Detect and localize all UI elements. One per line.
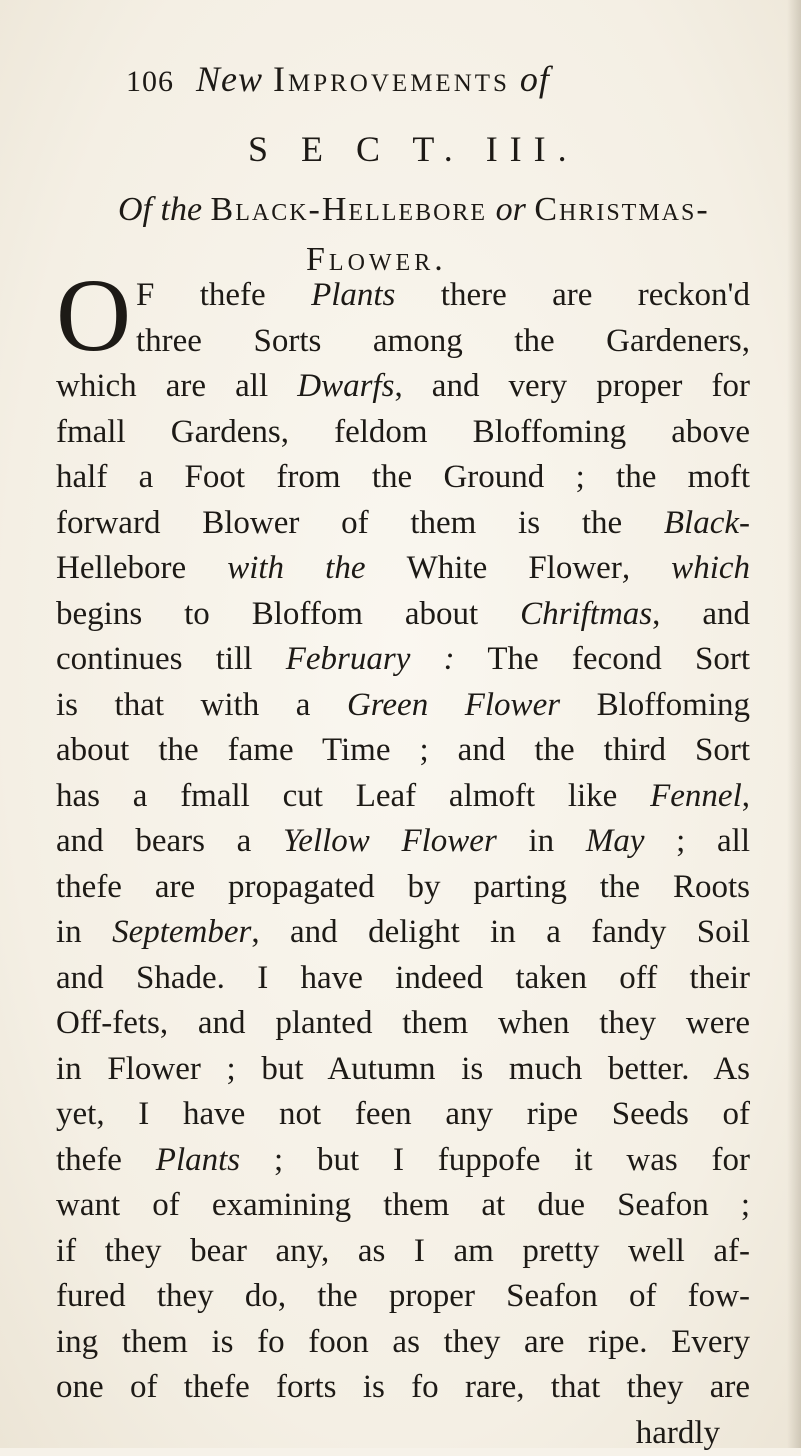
- text-run: ; all: [644, 823, 750, 859]
- text-line: [56, 410, 750, 456]
- text-line: [56, 956, 750, 1002]
- text-run: Bloffoming: [560, 687, 750, 723]
- text-line: [56, 273, 750, 319]
- text-run: has a fmall cut Leaf almoft like: [56, 778, 650, 814]
- text-run: about the fame Time ; and the third Sort: [56, 732, 750, 768]
- text-run: begins to Bloffom about: [56, 596, 520, 632]
- heading-of: Of: [118, 191, 152, 228]
- heading-black-hellebore: Black-Hellebore: [211, 191, 488, 228]
- text-line: [56, 1138, 750, 1184]
- italic-term: Fennel: [650, 778, 742, 814]
- text-run: Off-fets, and planted them when they were: [56, 1005, 750, 1041]
- text-line: [56, 364, 750, 410]
- text-line: [56, 319, 750, 365]
- text-run: Hellebore: [56, 550, 186, 586]
- text-run: The fecond Sort: [455, 641, 750, 677]
- text-line: [56, 910, 750, 956]
- text-run: fured they do, the proper Seafon of fow-: [56, 1278, 750, 1314]
- text-run: thefe are propagated by parting the Roots: [56, 869, 750, 905]
- text-run: half a Foot from the Ground ; the moft: [56, 459, 750, 495]
- text-line: [56, 1001, 750, 1047]
- text-run: ; but I fuppofe it was for: [240, 1142, 750, 1178]
- text-run: thefe: [56, 1142, 156, 1178]
- heading-or: or: [496, 191, 526, 228]
- text-line: [56, 637, 750, 683]
- text-line: [56, 865, 750, 911]
- heading-the: the: [161, 191, 203, 228]
- text-run: in Flower ; but Autumn is much better. As: [56, 1051, 750, 1087]
- italic-term: , which: [622, 550, 750, 586]
- section-label: S E C T. III.: [248, 128, 579, 170]
- text-line: [56, 546, 750, 592]
- italic-term: with the: [186, 550, 406, 586]
- section-heading: [118, 185, 758, 285]
- text-line: [56, 1365, 750, 1411]
- text-run: ,: [742, 778, 750, 814]
- italic-term: Plants: [156, 1142, 240, 1178]
- text-run: three Sorts among the Gardeners,: [136, 323, 750, 359]
- text-run: continues till: [56, 641, 286, 677]
- text-run: in: [56, 914, 112, 950]
- text-run: one of thefe forts is fo rare, that they are: [56, 1369, 750, 1405]
- text-run: is that with a: [56, 687, 347, 723]
- text-run: forward Blower of them is the: [56, 505, 664, 541]
- text-line: [56, 1229, 750, 1275]
- text-line: [56, 774, 750, 820]
- text-run: if they bear any, as I am pretty well af-: [56, 1233, 750, 1269]
- running-title-new: New: [196, 59, 263, 99]
- italic-term: Chriftmas: [520, 596, 652, 632]
- text-line: [56, 1092, 750, 1138]
- text-run: want of examining them at due Seafon ;: [56, 1187, 750, 1223]
- text-line: [56, 455, 750, 501]
- text-line: [56, 1320, 750, 1366]
- text-run: White Flower: [407, 550, 622, 586]
- page-number: 106: [126, 65, 174, 99]
- italic-term: Green Flower: [347, 687, 560, 723]
- italic-term: Black-: [664, 505, 750, 541]
- running-title: [196, 58, 550, 100]
- italic-term: May: [586, 823, 645, 859]
- text-line: [56, 1047, 750, 1093]
- text-run: which are all: [56, 368, 297, 404]
- page-edge-shadow: [787, 0, 801, 1448]
- text-run: hardly: [636, 1415, 720, 1451]
- italic-term: Plants: [311, 277, 395, 313]
- text-run: , and: [652, 596, 750, 632]
- text-run: , and very proper for: [394, 368, 750, 404]
- text-run: F thefe: [136, 277, 311, 313]
- running-head: [126, 58, 550, 108]
- italic-term: Dwarfs: [297, 368, 394, 404]
- text-run: yet, I have not feen any ripe Seeds of: [56, 1096, 750, 1132]
- text-line: [56, 1183, 750, 1229]
- italic-term: September: [112, 914, 251, 950]
- text-run: fmall Gardens, feldom Bloffoming above: [56, 414, 750, 450]
- text-line: [56, 592, 750, 638]
- text-line: [56, 501, 750, 547]
- body-paragraph: [56, 273, 750, 1456]
- heading-flower: Flower.: [118, 235, 758, 285]
- text-run: and bears a: [56, 823, 283, 859]
- text-line: [56, 1274, 750, 1320]
- text-line: [56, 683, 750, 729]
- italic-term: February :: [286, 641, 455, 677]
- heading-christmas: Christmas-: [534, 191, 709, 228]
- italic-term: Yellow Flower: [283, 823, 497, 859]
- running-title-improvements: Improvements: [273, 59, 510, 99]
- running-title-of: of: [520, 59, 550, 99]
- text-run: there are reckon'd: [395, 277, 750, 313]
- text-run: and Shade. I have indeed taken off their: [56, 960, 750, 996]
- drop-cap: O: [56, 270, 131, 362]
- text-line: [56, 1411, 750, 1456]
- text-run: ing them is fo foon as they are ripe. Every: [56, 1324, 750, 1360]
- text-line: [56, 819, 750, 865]
- text-run: , and delight in a fandy Soil: [251, 914, 750, 950]
- text-run: in: [497, 823, 586, 859]
- text-line: [56, 728, 750, 774]
